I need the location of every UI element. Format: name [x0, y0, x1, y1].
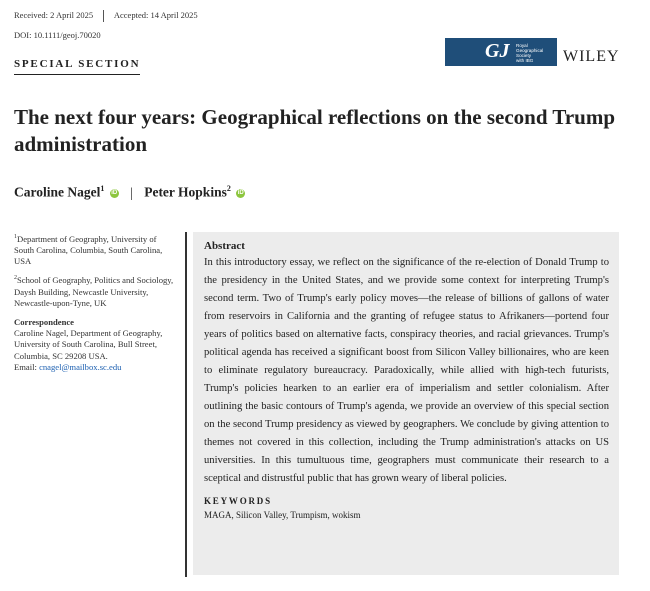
society-line: Society — [516, 53, 532, 58]
author-name[interactable]: Peter Hopkins — [144, 184, 227, 200]
author-affiliation-marker: 2 — [226, 184, 231, 193]
journal-mark: GJ — [485, 40, 510, 62]
author-affiliation-marker: 1 — [100, 184, 105, 193]
author-name[interactable]: Caroline Nagel — [14, 184, 101, 200]
accepted-date: Accepted: 14 April 2025 — [113, 10, 198, 20]
column-divider — [185, 232, 187, 577]
correspondence-text: Caroline Nagel, Department of Geography, University of South Carolina, Bull Street, Columbia, SC 29208 USA. — [14, 328, 163, 361]
keywords-title: KEYWORDS — [204, 496, 272, 506]
author-list — [14, 184, 245, 201]
section-label: SPECIAL SECTION — [14, 58, 140, 75]
society-name — [516, 43, 543, 63]
publication-dates — [14, 10, 198, 22]
correspondence-email-line — [14, 362, 176, 373]
affiliation-text: School of Geography, Politics and Sociology, Daysh Building, Newcastle University, Newcastle-upon-Tyne, UK — [14, 275, 174, 308]
author-separator: | — [130, 184, 133, 200]
orcid-icon[interactable]: iD — [111, 189, 118, 196]
affiliation — [14, 273, 176, 308]
society-line: Royal — [516, 43, 528, 48]
abstract-box — [193, 232, 619, 575]
society-line: with IBG — [516, 58, 534, 63]
orcid-icon[interactable]: iD — [237, 189, 244, 196]
date-divider — [103, 10, 104, 22]
society-line: Geographical — [516, 48, 544, 53]
affiliation — [14, 232, 176, 267]
received-date: Received: 2 April 2025 — [14, 10, 94, 20]
journal-logo[interactable] — [445, 38, 557, 66]
abstract-title: Abstract — [204, 240, 245, 252]
affiliations-column — [14, 232, 176, 373]
keywords-list: MAGA, Silicon Valley, Trumpism, wokism — [204, 510, 361, 520]
affiliation-text: Department of Geography, University of South Carolina, Columbia, South Carolina, USA — [14, 233, 163, 267]
affiliation-marker: 1 — [14, 234, 17, 240]
correspondence-title: Correspondence — [14, 316, 74, 327]
affiliation-marker: 2 — [14, 275, 17, 282]
email-link[interactable]: cnagel@mailbox.sc.edu — [39, 361, 122, 372]
publisher-logo[interactable]: WILEY — [563, 48, 620, 65]
email-label: Email: — [14, 361, 40, 372]
article-title: The next four years: Geographical reflections on the second Trump administration — [14, 105, 615, 156]
abstract-body: In this introductory essay, we reflect on the significance of the re-election of Donald Trump to the presidency in the United States, and we provide some context for interpreting Trump's second term. Two of Trump's early policy moves—the release of billions of gallons of water from reservoirs in California and the granting of refugee status to Afrikaners—portend four years of politics based on alternative facts, conspiracy theories, and racial grievances. Trump's political agenda has received a significant boost from Silicon Valley billionaires, who are keen to eliminate regulatory bureaucracy. Paradoxically, while allied with high-tech futurists, Trump's policies hearken to an earlier era of imperialism and settler colonialism. After outlining the basic contours of Trump's agenda, we provide an overview of this special section on the second Trump presidency as viewed by geographers. We conclude by giving attention to themes not covered in this collection, including the Trump administration's attacks on US universities. In this tumultuous time, geographers must communicate their research to a sceptical and distrustful public that has grown weary of liberal policies. — [204, 257, 609, 484]
doi[interactable]: DOI: 10.1111/geoj.70020 — [14, 30, 101, 40]
